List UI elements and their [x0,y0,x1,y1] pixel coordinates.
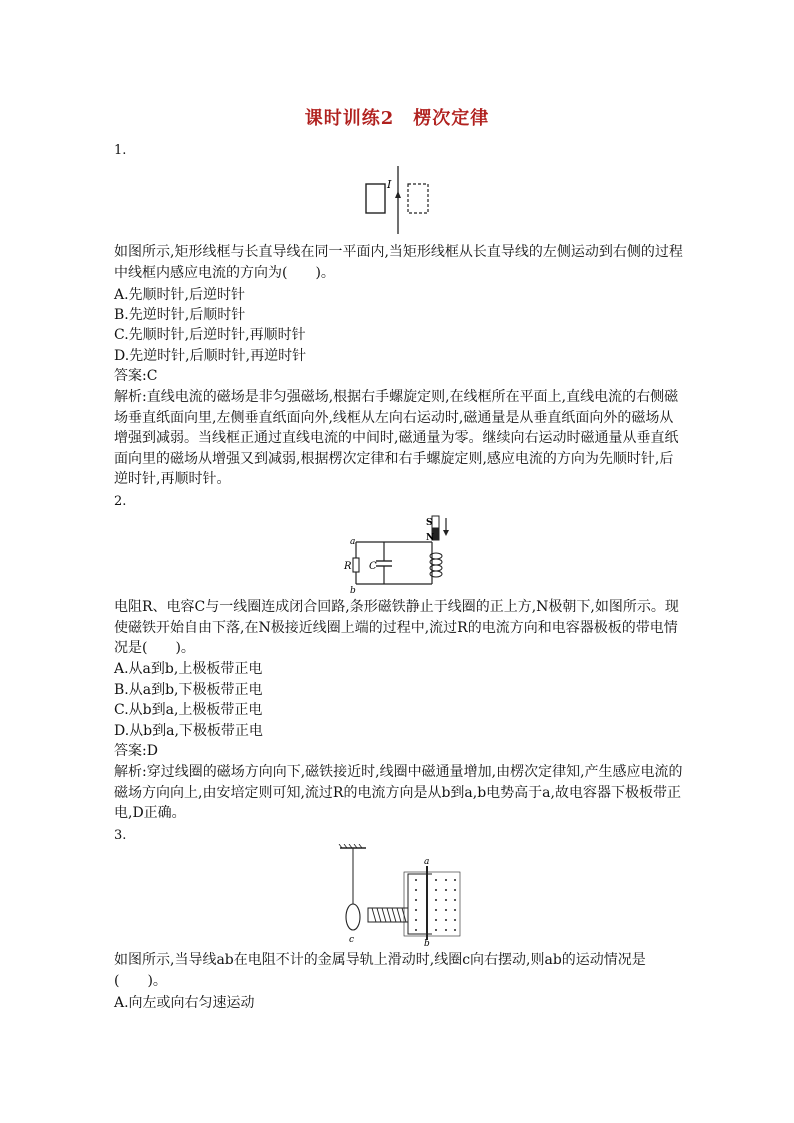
question-1-number: 1. [114,143,127,158]
solid-loop [366,184,385,213]
question-2-stem: 电阻R、电容C与一线圈连成闭合回路,条形磁铁静止于线圈的正上方,N极朝下,如图所示。现使磁铁开始自由下落,在N极接近线圈上端的过程中,流过R的电流方向和电容器极板的带电情况是( )。 [114,599,679,656]
q1-figure [360,164,440,236]
label-I: I [387,178,392,191]
q3-figure [336,844,462,946]
falling-arrow-icon [443,530,449,536]
q1-option-b: B.先逆时针,后顺时针 [114,307,246,323]
page-title: 课时训练2 楞次定律 [304,108,490,129]
q2-option-b: B.从a到b,下极板带正电 [114,682,263,698]
field-dots [415,879,456,931]
q1-option-c: C.先顺时针,后逆时针,再顺时针 [114,327,306,343]
dashed-loop [408,184,428,213]
magnet-s-pole [432,516,439,528]
rail-bottom [408,920,432,934]
q1-answer: 答案:C [114,368,158,384]
label-c: c [349,935,355,945]
resistor-R [353,558,359,572]
q3-option-a: A.向左或向右匀速运动 [114,995,255,1011]
q2-analysis: 解析:穿过线圈的磁场方向向下,磁铁接近时,线圈中磁通量增加,由楞次定律知,产生感应电流的磁场方向向上,由安培定则可知,流过R的电流方向是从b到a,b电势高于a,故电容器下极板带正电,D正确。 [114,764,683,821]
question-2-number: 2. [114,494,127,509]
label-C: C [369,561,377,572]
label-R: R [344,561,352,572]
q2-option-c: C.从b到a,上极板带正电 [114,702,263,718]
question-3-number: 3. [114,828,127,843]
label-a: a [424,857,430,867]
label-S: S [426,518,433,528]
question-3-stem: 如图所示,当导线ab在电阻不计的金属导轨上滑动时,线圈c向右摆动,则ab的运动情况是( )。 [114,952,646,989]
q1-option-d: D.先逆时针,后顺时针,再逆时针 [114,348,307,364]
q2-answer: 答案:D [114,743,158,759]
q2-option-d: D.从b到a,下极板带正电 [114,723,263,739]
magnetic-field-region [404,872,460,936]
q2-option-a: A.从a到b,上极板带正电 [114,661,263,677]
q2-circuit-figure [340,512,460,594]
coil-c [346,904,360,930]
label-b: b [424,939,430,946]
label-b: b [350,586,356,594]
q1-option-a: A.先顺时针,后逆时针 [114,287,246,303]
question-1-stem: 如图所示,矩形线框与长直导线在同一平面内,当矩形线框从长直导线的左侧运动到右侧的过程中线框内感应电流的方向为( )。 [114,244,683,281]
current-arrow-icon [395,191,401,198]
label-N: N [426,533,435,543]
rail-top [408,874,432,910]
label-a: a [350,537,356,547]
q1-analysis: 解析:直线电流的磁场是非匀强磁场,根据右手螺旋定则,在线框所在平面上,直线电流的右侧磁场垂直纸面向里,左侧垂直纸面向外,线框从左向右运动时,磁通量是从垂直纸面向外的磁场从增强到减弱。当线框正通过直线电流的中间时,磁通量为零。继续向右运动时磁通量从垂直纸面向里的磁场从增强又到减弱,根据楞次定律和右手螺旋定则,感应电流的方向为先顺时针,后逆时针,再顺时针。 [114,389,679,487]
